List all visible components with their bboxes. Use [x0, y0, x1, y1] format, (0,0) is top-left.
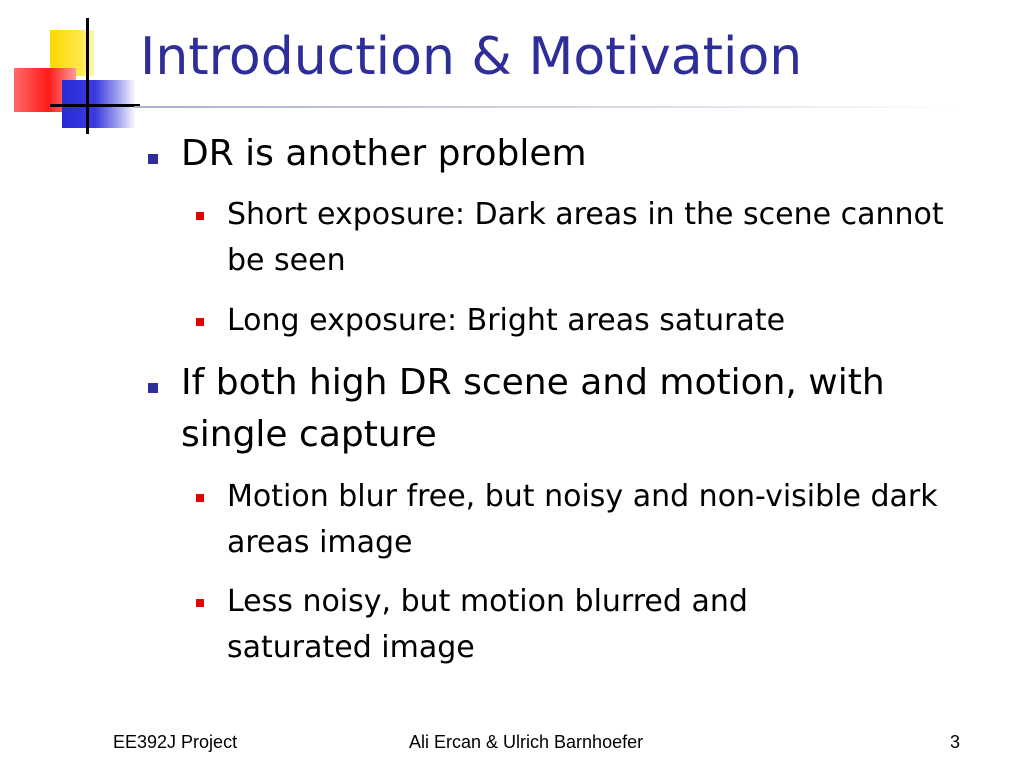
bullet-2 — [148, 357, 988, 461]
subbullet-square-icon — [196, 212, 204, 220]
subbullet-1-2 — [196, 298, 986, 344]
subbullet-text: Less noisy, but motion blurred and saturated image — [227, 584, 748, 665]
subbullet-square-icon — [196, 599, 204, 607]
subbullet-square-icon — [196, 494, 204, 502]
bullet-text: DR is another problem — [181, 133, 587, 174]
bullet-1 — [148, 128, 988, 180]
slide-title: Introduction & Motivation — [140, 27, 803, 87]
subbullet-1-1 — [196, 192, 986, 284]
footer-page-number: 3 — [950, 732, 961, 752]
bullet-text: If both high DR scene and motion, with single capture — [181, 362, 885, 455]
subbullet-text: Long exposure: Bright areas saturate — [227, 303, 786, 338]
subbullet-text: Short exposure: Dark areas in the scene cannot be seen — [227, 197, 944, 278]
bullet-square-icon — [148, 383, 158, 393]
footer-course-label: EE392J Project — [113, 732, 238, 752]
footer-authors: Ali Ercan & Ulrich Barnhoefer — [409, 732, 644, 752]
subbullet-text: Motion blur free, but noisy and non-visible dark areas image — [227, 479, 938, 560]
subbullet-2-2 — [196, 579, 986, 671]
subbullet-square-icon — [196, 318, 204, 326]
subbullet-2-1 — [196, 474, 986, 566]
bullet-square-icon — [148, 154, 158, 164]
